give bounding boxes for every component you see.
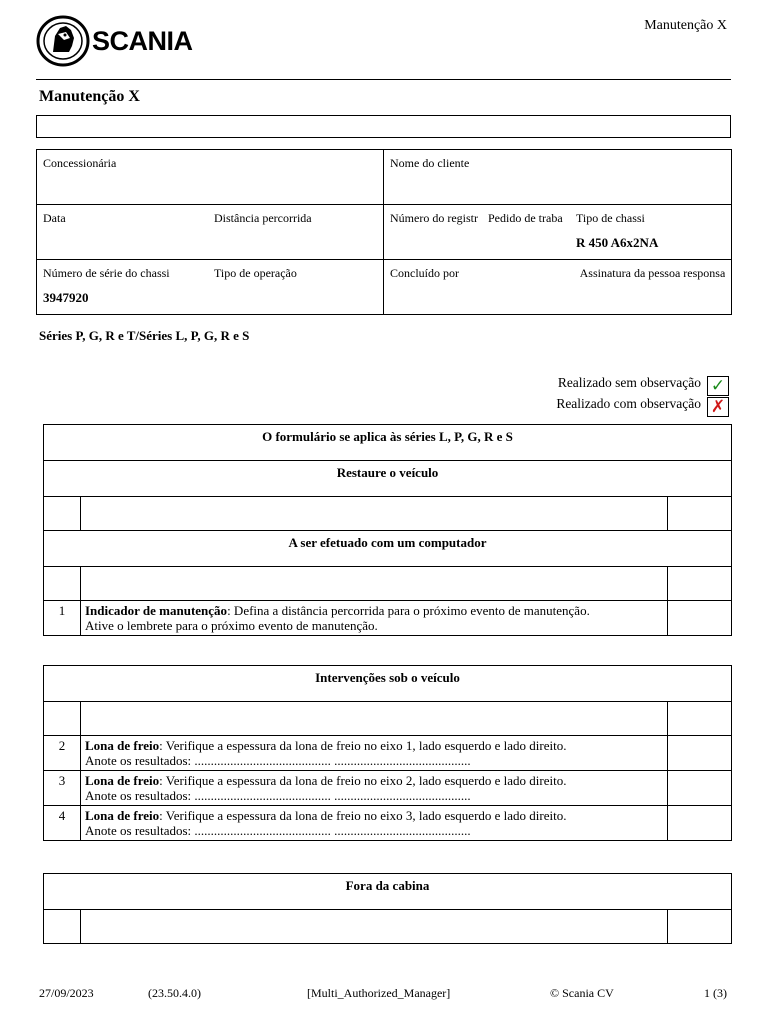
blank-text-cell (81, 567, 668, 601)
customer-cell (384, 150, 732, 205)
blank-check-cell[interactable] (668, 497, 732, 531)
brand-wordmark: SCANIA (92, 26, 193, 56)
info-table (36, 149, 732, 315)
date-label: Data (43, 211, 66, 225)
document-header-title: Manutenção X (644, 18, 727, 33)
distance-label: Distância percorrida (214, 211, 312, 225)
blank-check-cell[interactable] (668, 567, 732, 601)
section-applies-heading: O formulário se aplica às séries L, P, G, R e S (44, 425, 732, 461)
dealer-cell (37, 150, 384, 205)
checkmark-icon: ✓ (707, 376, 729, 396)
item-description (81, 601, 668, 636)
item-number: 3 (44, 771, 81, 806)
item-title: Indicador de manutenção (85, 603, 228, 618)
item-title: Lona de freio (85, 773, 160, 788)
header-divider (36, 79, 731, 80)
completed-by-cell (384, 260, 732, 315)
blank-check-cell[interactable] (668, 702, 732, 736)
legend-ok-label: Realizado sem observação (557, 375, 701, 390)
item-text-line2: Anote os resultados: .......................................... .......................................... (85, 753, 471, 768)
restore-vehicle-heading: Restaure o veículo (44, 461, 732, 497)
blank-num-cell (44, 497, 81, 531)
section-under-vehicle (43, 665, 732, 841)
item-text: : Verifique a espessura da lona de freio no eixo 3, lado esquerdo e lado direito. (159, 808, 567, 823)
section-restore-vehicle (43, 424, 732, 636)
blank-field-box (36, 115, 731, 138)
under-vehicle-heading: Intervenções sob o veículo (44, 666, 732, 702)
item-description (81, 771, 668, 806)
series-title: Séries P, G, R e T/Séries L, P, G, R e S (39, 328, 250, 343)
footer-copyright: © Scania CV (550, 986, 614, 1000)
chassis-type-value: R 450 A6x2NA (576, 235, 659, 250)
cross-mark-icon: ✗ (707, 397, 729, 417)
item-text-line2: Anote os resultados: .......................................... .......................................... (85, 823, 471, 838)
item-check-cell[interactable] (668, 601, 732, 636)
blank-text-cell (81, 497, 668, 531)
chassis-type-label: Tipo de chassi (576, 211, 645, 225)
item-description (81, 736, 668, 771)
customer-label: Nome do cliente (390, 156, 470, 170)
registration-label: Número do registr (390, 211, 478, 225)
item-check-cell[interactable] (668, 806, 732, 841)
item-text-line2: Ative o lembrete para o próximo evento de manutenção. (85, 618, 378, 633)
item-text-line2: Anote os resultados: .......................................... .......................................... (85, 788, 471, 803)
outside-cab-heading: Fora da cabina (44, 874, 732, 910)
signature-label: Assinatura da pessoa responsa (579, 266, 725, 280)
item-title: Lona de freio (85, 738, 160, 753)
blank-num-cell (44, 567, 81, 601)
footer-user: [Multi_Authorized_Manager] (307, 986, 451, 1000)
item-number: 2 (44, 736, 81, 771)
registration-cell (384, 205, 732, 260)
blank-num-cell (44, 702, 81, 736)
blank-num-cell (44, 910, 81, 944)
chassis-serial-label: Número de série do chassi (43, 266, 170, 280)
item-text: : Defina a distância percorrida para o próximo evento de manutenção. (227, 603, 590, 618)
blank-text-cell (81, 910, 668, 944)
computer-task-heading: A ser efetuado com um computador (44, 531, 732, 567)
item-text: : Verifique a espessura da lona de freio no eixo 2, lado esquerdo e lado direito. (159, 773, 567, 788)
item-text: : Verifique a espessura da lona de freio no eixo 1, lado esquerdo e lado direito. (159, 738, 567, 753)
legend-observation-label: Realizado com observação (556, 396, 701, 411)
item-check-cell[interactable] (668, 736, 732, 771)
section-outside-cab (43, 873, 732, 944)
operation-type-label: Tipo de operação (214, 266, 297, 280)
work-order-label: Pedido de traba (488, 211, 563, 225)
item-check-cell[interactable] (668, 771, 732, 806)
completed-by-label: Concluído por (390, 266, 459, 280)
date-distance-cell (37, 205, 384, 260)
page-title: Manutenção X (39, 88, 140, 105)
footer-date: 27/09/2023 (39, 986, 94, 1000)
item-description (81, 806, 668, 841)
blank-check-cell[interactable] (668, 910, 732, 944)
dealer-label: Concessionária (43, 156, 117, 170)
chassis-serial-value: 3947920 (43, 290, 89, 305)
chassis-serial-cell (37, 260, 384, 315)
footer-version: (23.50.4.0) (148, 986, 201, 1000)
item-number: 4 (44, 806, 81, 841)
blank-text-cell (81, 702, 668, 736)
item-title: Lona de freio (85, 808, 160, 823)
item-number: 1 (44, 601, 81, 636)
footer-page-number: 1 (3) (704, 986, 727, 1000)
